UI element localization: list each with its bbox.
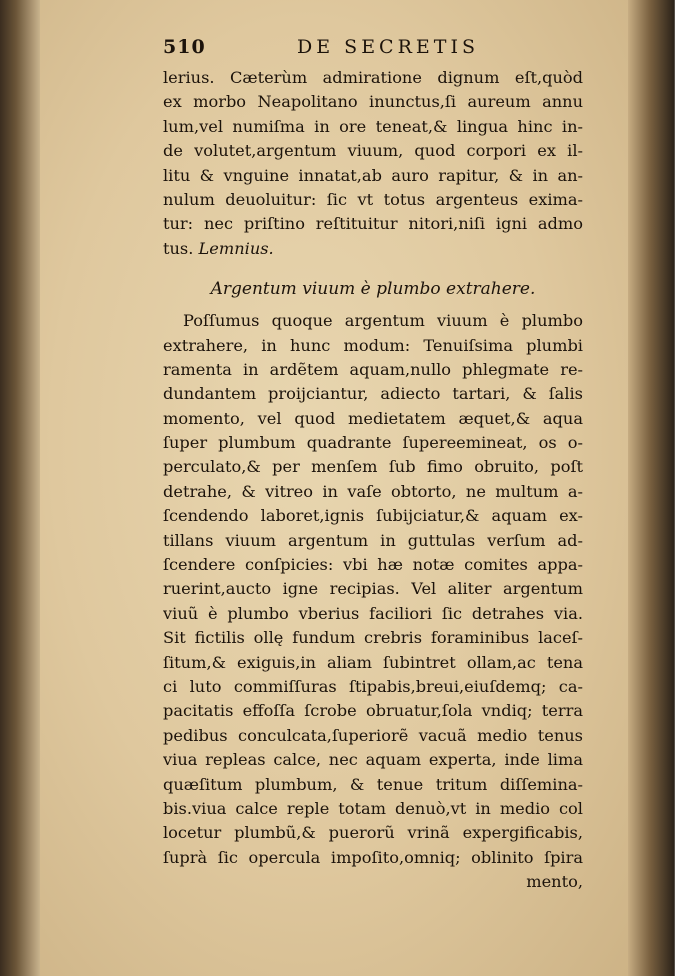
text-line: bis.viua calce reple totam denuò,vt in medio col: [163, 798, 583, 818]
book-page: [40, 0, 628, 976]
page-number: 510: [163, 36, 206, 58]
final-word: tus.: [163, 238, 194, 258]
text-line: ci luto commiſſuras ſtipabis,breui,eiuſdemq; ca-: [163, 676, 583, 696]
text-line: ramenta in ardẽtem aquam,nullo phlegmate re-: [163, 359, 583, 379]
text-line: nulum deuoluitur: ſic vt totus argenteus exima-: [163, 189, 583, 209]
paragraph-1: [163, 66, 583, 261]
text-line: ſcendere conſpicies: vbi hæ notæ comites appa-: [163, 555, 583, 575]
text-line: viuũ è plumbo vberius faciliori ſic detrahes via.: [163, 603, 583, 623]
text-line: ſuper plumbum quadrante ſupereemineat, os o-: [163, 433, 583, 453]
text-line: de volutet,argentum viuum, quod corpori ex il-: [163, 141, 583, 161]
text-line: ſitum,& exiguis,in aliam ſubintret ollam,ac tena: [163, 652, 583, 672]
author-attribution: Lemnius.: [198, 238, 274, 258]
text-line: ruerint,aucto igne recipias. Vel aliter argentum: [163, 579, 583, 599]
page-header: [163, 36, 583, 66]
text-line: Sit fictilis ollę fundum crebris foraminibus laceſ-: [163, 628, 583, 648]
page-content: [163, 36, 583, 895]
text-line: pacitatis effoſſa ſcrobe obruatur,ſola vndiq; terra: [163, 701, 583, 721]
text-line: momento, vel quod medietatem æquet,& aqua: [163, 408, 583, 428]
text-line: viua repleas calce, nec aquam experta, inde lima: [163, 750, 583, 770]
text-line: litu & vnguine innatat,ab auro rapitur, & in an-: [163, 165, 583, 185]
text-line: lum,vel numiſma in ore teneat,& lingua hinc in-: [163, 116, 583, 136]
paragraph-2: [163, 309, 583, 894]
running-head: DE SECRETIS: [297, 36, 479, 58]
text-line: tur: nec priſtino reſtituitur nitori,niſi igni admo: [163, 214, 583, 234]
text-line: pedibus conculcata,ſuperiorẽ vacuã medio tenus: [163, 725, 583, 745]
text-line: locetur plumbũ,& puerorũ vrinã expergificabis,: [163, 823, 583, 843]
text-line: detrahe, & vitreo in vaſe obtorto, ne multum a-: [163, 481, 583, 501]
catchword: mento,: [526, 872, 583, 892]
text-line: quæſitum plumbum, & tenue tritum diſſemina-: [163, 774, 583, 794]
text-line: perculato,& per menſem ſub fimo obruito, poſt: [163, 457, 583, 477]
text-line: ſcendendo laboret,ignis ſubijciatur,& aquam ex-: [163, 506, 583, 526]
text-line: tillans viuum argentum in guttulas verſum ad-: [163, 530, 583, 550]
text-line: dundantem proijciantur, adiecto tartari, & ſalis: [163, 384, 583, 404]
section-heading: Argentum viuum è plumbo extrahere.: [210, 279, 536, 300]
text-line-final: [163, 237, 583, 261]
text-line: extrahere, in hunc modum: Tenuiſsima plumbi: [163, 335, 583, 355]
text-line: ſuprà ſic opercula impoſito,omniq; oblinito ſpira: [163, 847, 583, 867]
text-line: lerius. Cæterùm admiratione dignum eſt,quòd: [163, 68, 583, 87]
text-line: Poſſumus quoque argentum viuum è plumbo: [183, 311, 583, 331]
book-binding-shadow: [0, 0, 40, 976]
book-edge-shadow: [628, 0, 690, 976]
text-line: ex morbo Neapolitano inunctus,ſi aureum annu: [163, 92, 583, 112]
